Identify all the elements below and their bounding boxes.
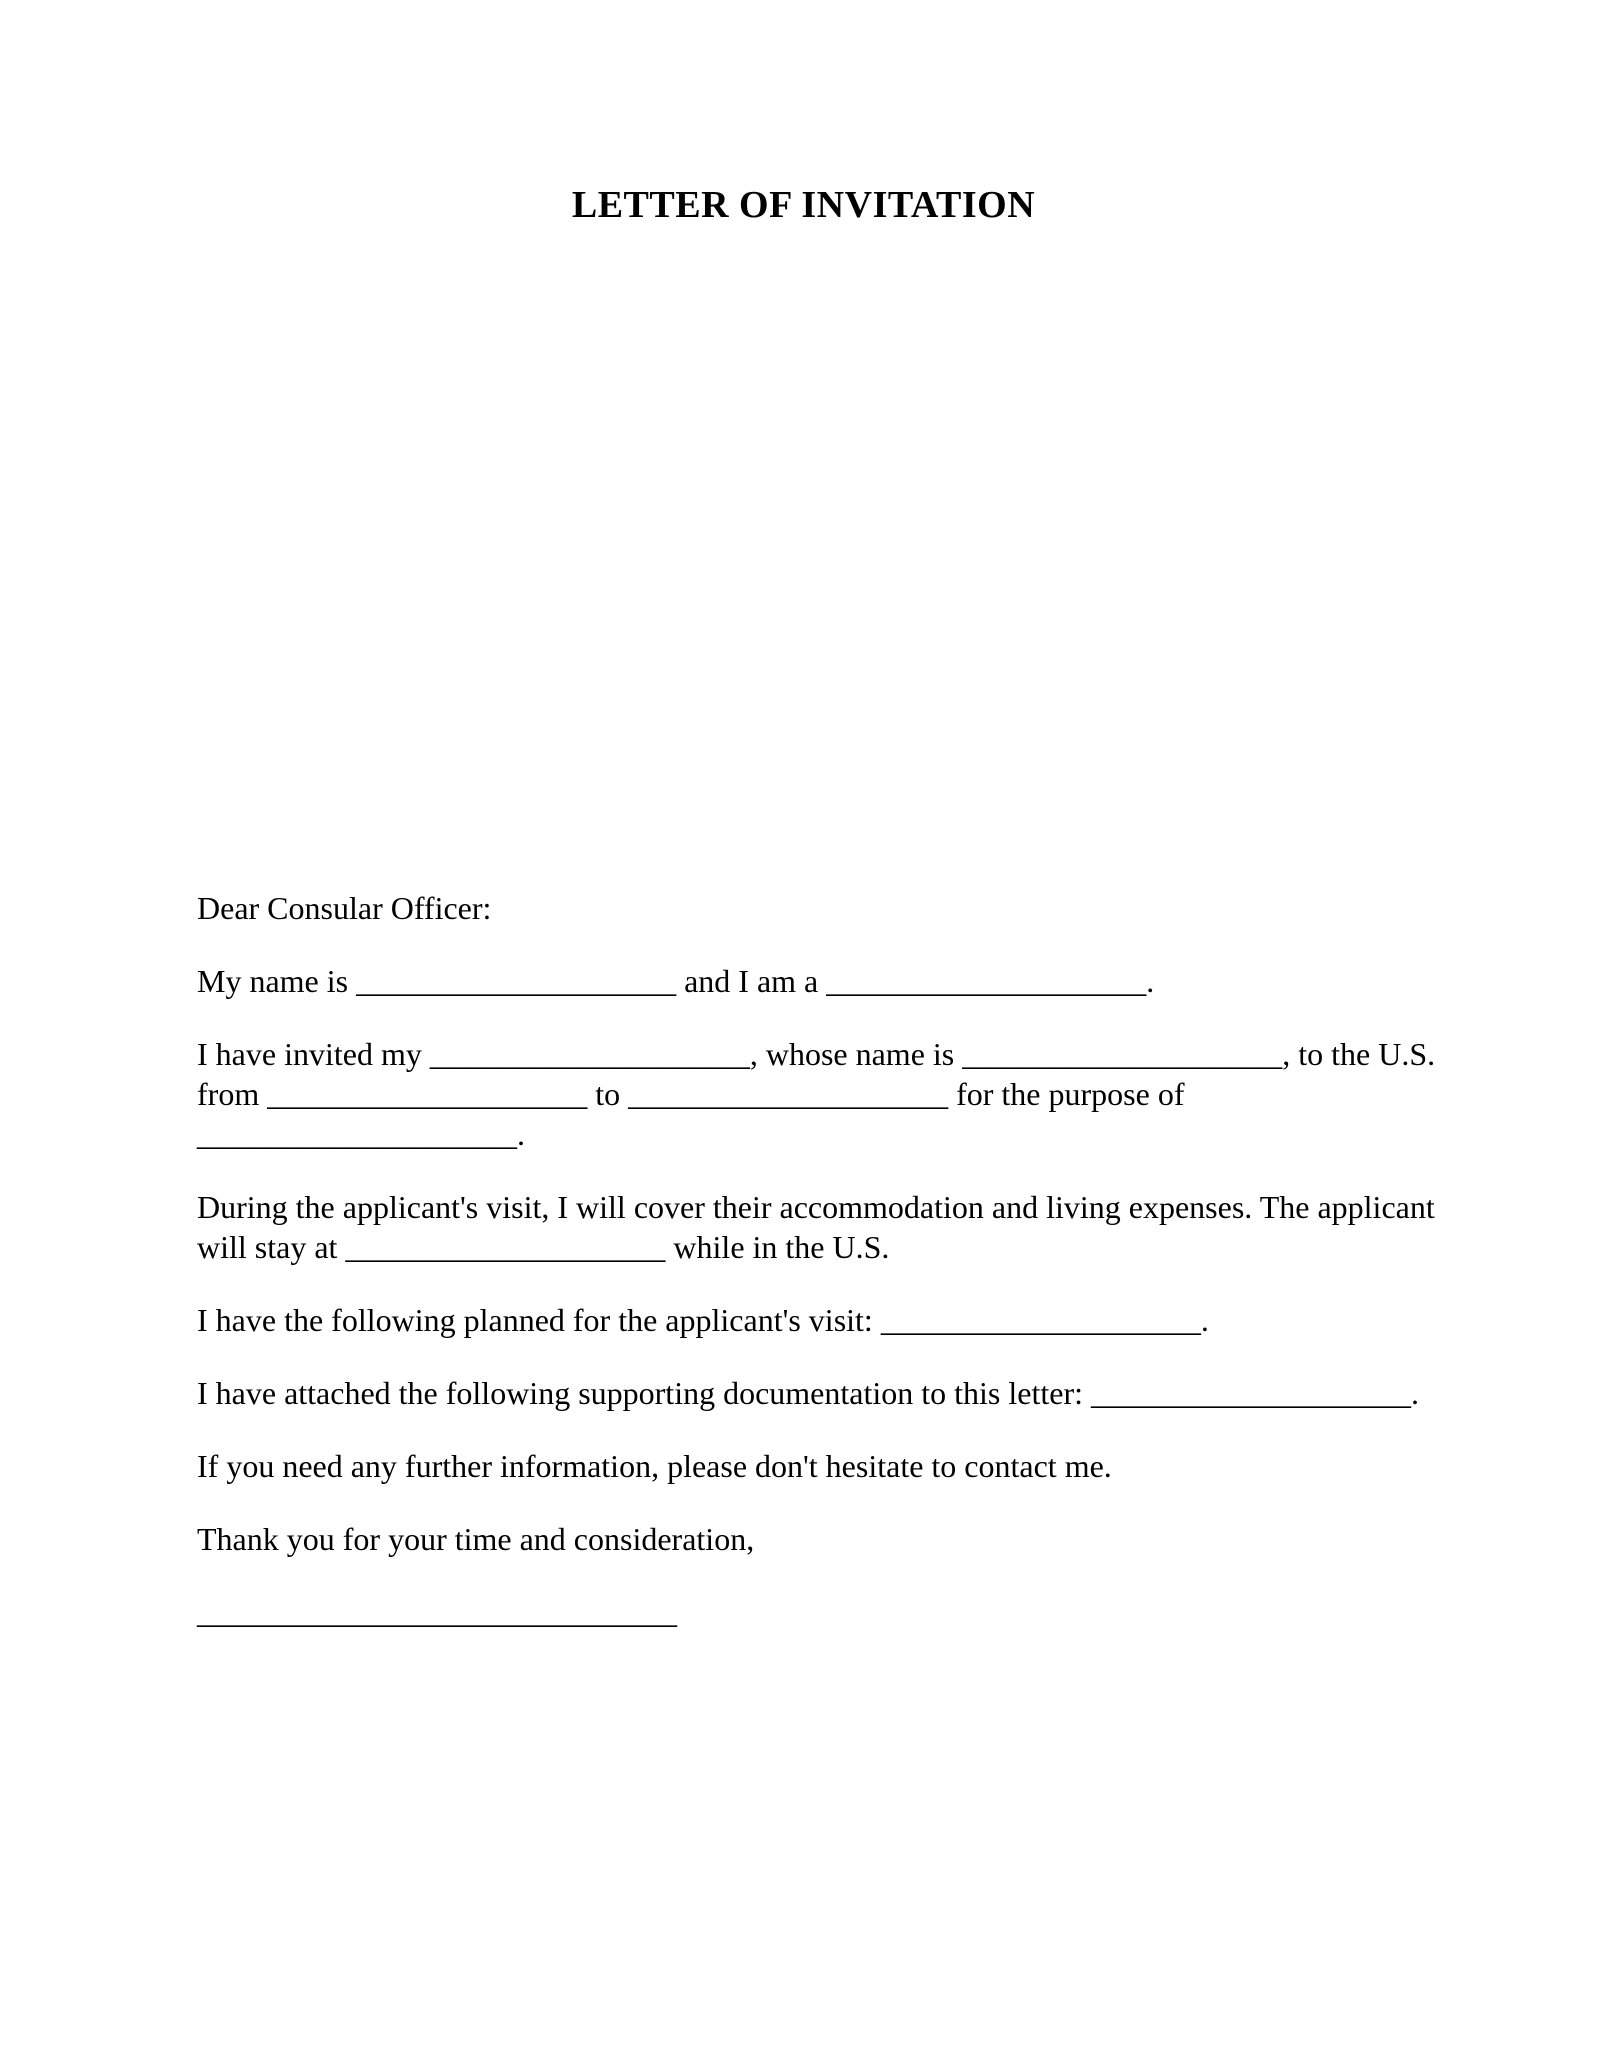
paragraph-name-intro <box>197 961 1410 1001</box>
document-title: LETTER OF INVITATION <box>571 184 1036 226</box>
paragraph-line: During the applicant's visit, I will cover their accommodation and living expenses. The applicant <box>197 1189 1435 1225</box>
paragraph-invitation-details <box>197 1034 1436 1154</box>
paragraph-line: My name is ____________________ and I am a ____________________. <box>197 963 1155 999</box>
paragraph-line: I have attached the following supporting documentation to this letter: ____________________. <box>197 1375 1419 1411</box>
paragraph-attached-documentation <box>197 1373 1419 1413</box>
paragraph-line: I have the following planned for the applicant's visit: ____________________. <box>197 1302 1209 1338</box>
paragraph-line: will stay at ____________________ while in the U.S. <box>197 1229 890 1265</box>
paragraph-line: from ____________________ to ____________________ for the purpose of <box>197 1076 1185 1112</box>
paragraph-closing <box>197 1519 1410 1559</box>
salutation <box>197 888 1410 928</box>
salutation-text: Dear Consular Officer: <box>197 890 492 926</box>
paragraph-accommodation <box>197 1187 1435 1267</box>
paragraph-line: I have invited my ____________________, whose name is ____________________, to the U.S. <box>197 1036 1436 1072</box>
signature-line: ______________________________ <box>197 1594 677 1630</box>
signature-block <box>197 1592 1410 1632</box>
paragraph-contact <box>197 1446 1410 1486</box>
closing-text: Thank you for your time and consideration, <box>197 1521 755 1557</box>
paragraph-line: If you need any further information, please don't hesitate to contact me. <box>197 1448 1112 1484</box>
paragraph-line: ____________________. <box>197 1116 525 1152</box>
paragraph-planned-activities <box>197 1300 1410 1340</box>
